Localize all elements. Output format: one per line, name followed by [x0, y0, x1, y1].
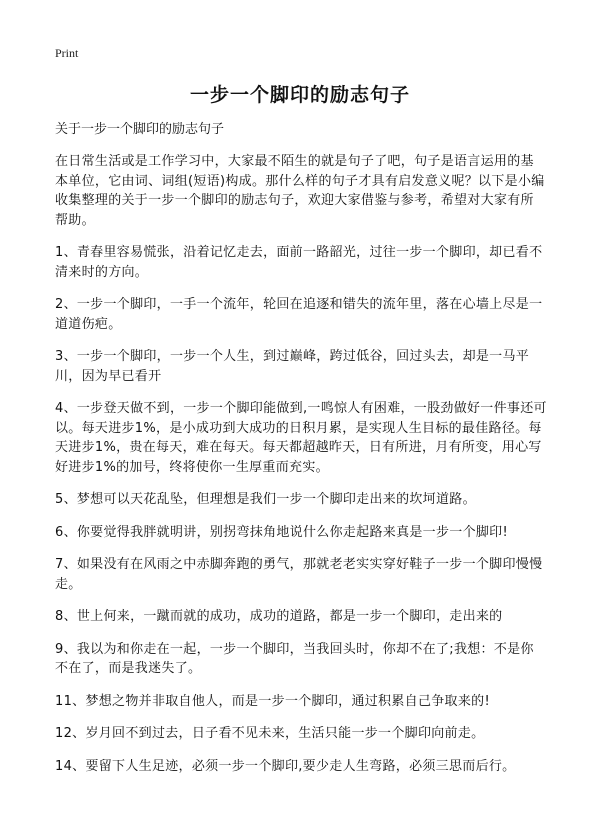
page-title: 一步一个脚印的励志句子	[189, 84, 410, 106]
print-link[interactable]: Print	[55, 46, 79, 60]
list-item: 7、如果没有在风雨之中赤脚奔跑的勇气，那就老老实实穿好鞋子一步一个脚印慢慢走。	[55, 557, 543, 592]
intro-paragraph: 在日常生活或是工作学习中，大家最不陌生的就是句子了吧，句子是语言运用的基本单位，它由词、词组(短语)构成。那什么样的句子才具有启发意义呢？以下是小编收集整理的关于一步一个脚印的励志句子，欢迎大家借鉴与参考，希望对大家有所帮助。	[55, 154, 545, 228]
list-item: 4、一步登天做不到，一步一个脚印能做到,一鸣惊人有困难，一股劲做好一件事还可以。每天进步1%，是小成功到大成功的日积月累，是实现人生目标的最佳路径。每天进步1%，贵在每天，难在每天。每天都超越昨天，日有所进，月有所变，用心写好进步1%的加号，终将使你一生厚重而充实。	[55, 401, 547, 475]
list-item: 1、青春里容易慌张，沿着记忆走去，面前一路韶光，过往一步一个脚印，却已看不清来时的方向。	[55, 245, 543, 280]
list-item: 11、梦想之物并非取自他人，而是一步一个脚印，通过积累自己争取来的!	[55, 693, 490, 709]
list-item: 6、你要觉得我胖就明讲，别拐弯抹角地说什么你走起路来真是一步一个脚印!	[55, 524, 508, 540]
subtitle: 关于一步一个脚印的励志句子	[55, 122, 225, 137]
list-item: 9、我以为和你走在一起，一步一个脚印，当我回头时，你却不在了;我想：不是你不在了，而是我迷失了。	[55, 641, 534, 676]
article-body	[55, 120, 547, 789]
list-item: 2、一步一个脚印，一手一个流年，轮回在追逐和错失的流年里，落在心墙上尽是一道道伤疤。	[55, 297, 543, 332]
list-item: 14、要留下人生足迹，必须一步一个脚印,要少走人生弯路，必须三思而后行。	[55, 758, 516, 774]
list-item: 3、一步一个脚印，一步一个人生，到过巅峰，跨过低谷，回过头去，却是一马平川，因为早已看开	[55, 349, 530, 384]
list-item: 5、梦想可以天花乱坠，但理想是我们一步一个脚印走出来的坎坷道路。	[55, 492, 476, 507]
list-item: 12、岁月回不到过去，日子看不见未来，生活只能一步一个脚印向前走。	[55, 726, 485, 741]
list-item: 8、世上何来，一蹴而就的成功，成功的道路，都是一步一个脚印，走出来的	[55, 609, 503, 624]
